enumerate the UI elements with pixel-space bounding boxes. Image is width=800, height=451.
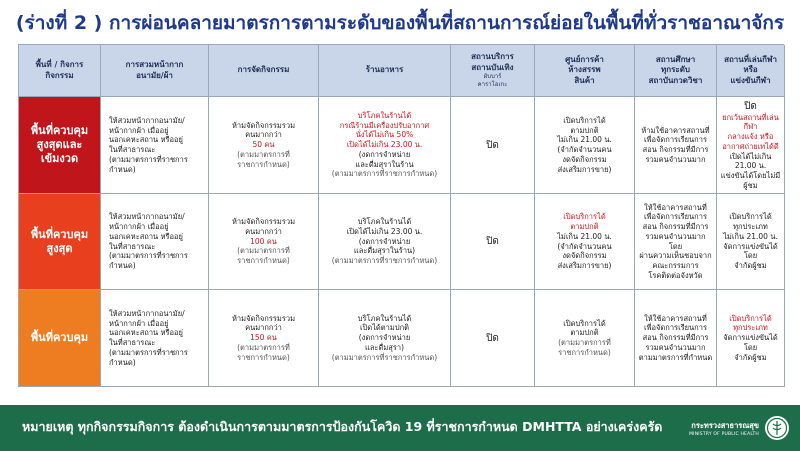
mall-cell — [535, 194, 635, 290]
header-subtext: ผับบาร์ — [483, 73, 502, 81]
cell-line: รวมคนจำนวนมาก — [645, 342, 706, 352]
zone-text: เข้มงวด — [40, 151, 79, 165]
cell-line: ห้ามใช้อาคารสถานที่ — [641, 125, 710, 135]
cell-line: รวมคนจำนวนมาก โดย — [645, 231, 706, 251]
cell-line: คนมากกว่า — [245, 226, 282, 236]
cell-line: เปิดบริการได้ — [729, 313, 772, 323]
restaurant-cell — [319, 290, 451, 387]
header-text: ศูนย์การค้า — [565, 54, 604, 64]
mask-cell — [101, 290, 209, 387]
header-text: สถานศึกษา — [655, 54, 696, 64]
entertainment-cell — [451, 97, 535, 194]
cell-line: จัดการแข่งขันได้โดย — [723, 333, 778, 352]
zone-text: สูงสุด — [46, 241, 73, 255]
header-text: การสวมหน้ากาก — [125, 60, 184, 70]
activity-cell — [209, 290, 319, 387]
cell-note: ราชการกำหนด) — [237, 352, 290, 362]
header-school — [635, 45, 717, 97]
header-text: สถานบันเทิง — [471, 62, 514, 72]
cell-line: รวมคนจำนวนมาก — [645, 154, 706, 164]
cell-line: ให้สวมหน้ากากอนามัย/ — [109, 308, 185, 318]
header-text: สถานที่เล่นกีฬา หรือ — [724, 54, 777, 75]
cell-line: ห้ามจัดกิจกรรมรวม — [231, 120, 296, 130]
school-cell — [635, 194, 717, 290]
cell-note: (ตามมาตรการที่ — [237, 246, 290, 256]
cell-line: กรณีร้านมีเครื่องปรับอากาศ — [339, 120, 430, 130]
ministry-name-en: MINISTRY OF PUBLIC HEALTH — [689, 431, 759, 437]
header-mask — [101, 45, 209, 97]
cell-line: กำหนด) — [109, 357, 136, 367]
closed-label: ปิด — [486, 139, 499, 151]
ministry-seal-icon — [764, 415, 790, 441]
cell-line: ให้ใช้อาคารสถานที่ — [644, 202, 707, 212]
header-text: ร้านอาหาร — [365, 65, 404, 75]
activity-cell — [209, 194, 319, 290]
cell-line: จำกัดผู้ชม — [734, 352, 767, 362]
cell-line: (งดการจำหน่าย — [358, 333, 411, 343]
cell-line: ให้สวมหน้ากากอนามัย/ — [109, 212, 185, 222]
cell-line: กลางแจ้ง หรือ — [727, 132, 774, 141]
ministry-name — [689, 420, 759, 437]
cell-line: ในที่สาธารณะ — [109, 145, 156, 154]
cell-line: สอน กิจกรรมที่มีการ — [642, 145, 709, 154]
cell-line: นอกเคหะสถาน หรืออยู่ — [109, 328, 183, 338]
school-cell — [635, 97, 717, 194]
cell-line: จัดการแข่งขันได้โดย — [723, 241, 778, 261]
cell-line: เปิดบริการได้ — [563, 115, 606, 125]
activity-count: 150 คน — [250, 333, 277, 343]
cell-line: ให้ใช้อาคารสถานที่ — [644, 313, 707, 323]
cell-line: ตามปกติ — [570, 125, 599, 135]
zone-strict-label — [19, 97, 101, 194]
cell-line: เพื่อจัดการเรียนการ — [644, 323, 707, 333]
cell-line: กำหนด) — [109, 164, 136, 174]
cell-line: หน้ากากผ้า เมื่ออยู่ — [109, 125, 169, 135]
cell-line: งดจัดกิจกรรม — [562, 251, 607, 261]
activity-cell — [209, 97, 319, 194]
cell-line: คนมากกว่า — [245, 323, 282, 333]
cell-line: ในที่สาธารณะ — [109, 241, 156, 251]
cell-line: ห้ามจัดกิจกรรมรวม — [231, 217, 296, 227]
cell-line: หน้ากากผ้า เมื่ออยู่ — [109, 318, 169, 328]
mall-cell — [535, 290, 635, 387]
cell-line: เปิดได้ไม่เกิน 23.00 น. — [346, 226, 423, 236]
zone-max-label — [19, 194, 101, 290]
zone-text: พื้นที่ควบคุม — [30, 124, 89, 138]
cell-line: ส่งเสริมการขาย) — [557, 164, 612, 174]
cell-line: (จำกัดจำนวนคน — [557, 241, 612, 251]
cell-line: ตามมาตรการที่กำหนด — [638, 352, 713, 362]
footer-bar — [0, 405, 800, 451]
sports-cell — [717, 97, 785, 194]
cell-line: (ตามมาตรการที่ราชการ — [109, 154, 188, 164]
cell-line: ทุกประเภท — [733, 222, 768, 231]
activity-count: 100 คน — [250, 236, 277, 246]
footer-note: หมายเหตุ ทุกกิจกรรมกิจการ ต้องดำเนินการตามมาตรการป้องกันโควิด 19 ที่ราชการกำหนด DMHTTA อย่างเคร่งครัด — [22, 419, 663, 434]
cell-line: เปิดบริการได้ — [729, 212, 772, 222]
header-text: พื้นที่ / กิจการ — [35, 60, 84, 70]
cell-line: และดื่มสุราในร้าน — [355, 159, 414, 169]
cell-note: (ตามมาตรการที่ราชการกำหนด) — [331, 352, 438, 362]
cell-note: (ตามมาตรการที่ — [558, 338, 611, 347]
cell-line: (งดการจำหน่าย — [358, 149, 411, 159]
zone-text: พื้นที่ควบคุม — [30, 331, 89, 345]
header-text: ทุกระดับ — [661, 65, 690, 75]
cell-line: ห้ามจัดกิจกรรมรวม — [231, 313, 296, 323]
restaurant-cell — [319, 194, 451, 290]
cell-line: (จำกัดจำนวนคน — [557, 145, 612, 154]
cell-line: คนมากกว่า — [245, 130, 282, 140]
restaurant-cell — [319, 97, 451, 194]
cell-note: ราชการกำหนด) — [558, 347, 611, 357]
cell-note: (ตามมาตรการที่ราชการกำหนด) — [331, 169, 438, 179]
ministry-logo — [680, 411, 790, 445]
cell-line: เพื่อจัดการเรียนการ — [644, 212, 707, 222]
cell-line: เปิดได้ไม่เกิน 23.00 น. — [346, 140, 423, 150]
cell-line: เปิดบริการได้ — [563, 318, 606, 328]
cell-note: ราชการกำหนด) — [237, 256, 290, 266]
header-text: กิจกรรม — [45, 70, 74, 80]
cell-line: ตามปกติ — [570, 328, 599, 338]
header-text: สถาบันกวดวิชา — [648, 75, 703, 85]
cell-line: แข่งขันได้โดยไม่มีผู้ชม — [720, 171, 781, 190]
closed-label: ปิด — [744, 100, 757, 112]
cell-line: ทุกประเภท — [733, 323, 768, 333]
cell-line: นอกเคหะสถาน หรืออยู่ — [109, 231, 183, 241]
cell-line: อากาศถ่ายเทได้ดี — [722, 141, 779, 151]
cell-line: (ตามมาตรการที่ราชการ — [109, 347, 188, 357]
mask-cell — [101, 97, 209, 194]
cell-line: ยกเว้นสถานที่เล่นกีฬา — [722, 112, 779, 132]
cell-line: ส่งเสริมการขาย) — [557, 261, 612, 270]
cell-line: (ตามมาตรการที่ราชการ — [109, 251, 188, 261]
header-activity — [209, 45, 319, 97]
cell-line: และดื่มสุรา) — [364, 342, 405, 352]
cell-note: ราชการกำหนด) — [237, 159, 290, 169]
header-text: สินค้า — [574, 75, 595, 85]
cell-line: จำกัดผู้ชม — [734, 261, 767, 270]
zone-text: สูงสุดและ — [36, 138, 83, 152]
header-sports — [717, 45, 785, 97]
cell-line: (งดการจำหน่าย — [358, 236, 411, 246]
cell-line: คณะกรรมการ — [652, 261, 699, 270]
cell-line: นั่งได้ไม่เกิน 50% — [355, 130, 414, 140]
closed-label: ปิด — [486, 236, 499, 247]
header-mall — [535, 45, 635, 97]
zone-text: พื้นที่ควบคุม — [30, 227, 89, 241]
header-entertainment — [451, 45, 535, 97]
cell-line: เปิดบริการได้ — [563, 212, 606, 222]
measures-table — [18, 44, 784, 387]
cell-note: (ตามมาตรการที่ — [237, 149, 290, 159]
header-text: ห้างสรรพ — [568, 65, 601, 75]
cell-line: งดจัดกิจกรรม — [562, 154, 607, 164]
cell-line: ไม่เกิน 21.00 น. — [557, 231, 612, 241]
cell-line: และดื่มสุราในร้าน) — [353, 246, 416, 256]
mall-cell — [535, 97, 635, 194]
zone-control-label — [19, 290, 101, 387]
header-text: แข่งขันกีฬา — [730, 75, 771, 85]
cell-line: ตามปกติ — [570, 222, 599, 231]
entertainment-cell — [451, 194, 535, 290]
cell-line: สอน กิจกรรมที่มีการ — [642, 333, 709, 343]
header-text: สถานบริการ — [471, 52, 514, 62]
sports-cell — [717, 194, 785, 290]
cell-line: ไม่เกิน 21.00 น. — [723, 231, 778, 241]
cell-line: กำหนด) — [109, 261, 136, 270]
mask-cell — [101, 194, 209, 290]
activity-count: 50 คน — [252, 140, 275, 150]
cell-line: บริโภคในร้านได้ — [357, 110, 412, 120]
cell-line: หน้ากากผ้า เมื่ออยู่ — [109, 222, 169, 231]
ministry-name-th: กระทรวงสาธารณสุข — [691, 420, 759, 430]
page-title: (ร่างที่ 2 ) การผ่อนคลายมาตรการตามระดับของพื้นที่สถานการณ์ย่อยในพื้นที่ทั่วราชอาณาจักร — [15, 12, 785, 34]
header-text: อนามัย/ผ้า — [136, 70, 173, 80]
sports-cell — [717, 290, 785, 387]
cell-line: ไม่เกิน 21.00 น. — [557, 135, 612, 145]
cell-line: ในที่สาธารณะ — [109, 338, 156, 347]
cell-line: เพื่อจัดการเรียนการ — [644, 135, 707, 145]
header-subtext: คาราโอเกะ — [477, 80, 508, 88]
cell-line: เปิดได้ไม่เกิน 21.00 น. — [729, 151, 772, 171]
cell-line: ให้สวมหน้ากากอนามัย/ — [109, 115, 185, 125]
school-cell — [635, 290, 717, 387]
cell-note: (ตามมาตรการที่ราชการกำหนด) — [331, 256, 438, 266]
header-text: การจัดกิจกรรม — [237, 65, 290, 75]
header-restaurant — [319, 45, 451, 97]
cell-line: ผ่านความเห็นชอบจาก — [639, 251, 712, 261]
cell-note: (ตามมาตรการที่ — [237, 342, 290, 352]
cell-line: โรคติดต่อจังหวัด — [648, 270, 703, 280]
cell-line: นอกเคหะสถาน หรืออยู่ — [109, 135, 183, 145]
header-area — [19, 45, 101, 97]
entertainment-cell — [451, 290, 535, 387]
cell-line: เปิดได้ตามปกติ — [359, 323, 410, 333]
cell-line: บริโภคในร้านได้ — [357, 217, 412, 227]
cell-line: บริโภคในร้านได้ — [357, 313, 412, 323]
closed-label: ปิด — [486, 332, 499, 344]
cell-line: สอน กิจกรรมที่มีการ — [642, 222, 709, 231]
